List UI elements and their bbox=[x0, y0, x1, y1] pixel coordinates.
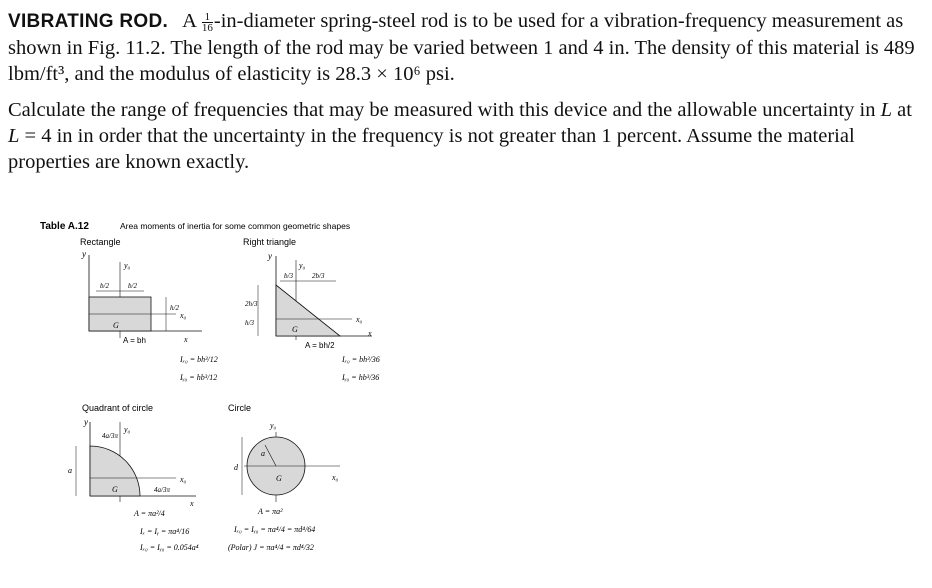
axis-label-y: y bbox=[268, 251, 272, 261]
centroid-label: G bbox=[276, 474, 282, 483]
axis-label-x0: x₀ bbox=[180, 311, 187, 320]
table-caption: Area moments of inertia for some common geometric shapes bbox=[120, 221, 351, 231]
label-two-h-third: 2h/3 bbox=[245, 300, 258, 308]
rectangle-diagram bbox=[80, 237, 218, 382]
fraction-denominator: 16 bbox=[201, 21, 213, 34]
rectangle-area: A = bh bbox=[123, 336, 146, 345]
rectangle-title: Rectangle bbox=[80, 237, 121, 247]
quadrant-area: A = πa²/4 bbox=[134, 509, 165, 518]
label-b-third: b/3 bbox=[284, 272, 293, 280]
label-b-half: b/2 bbox=[128, 282, 137, 290]
diameter-label: d bbox=[234, 463, 238, 472]
axis-label-x: x bbox=[184, 335, 188, 344]
quadrant-diagram bbox=[68, 403, 199, 552]
axis-label-y0: y₀ bbox=[299, 261, 306, 270]
quadrant-ixy: Iₓ = Iᵧ = πa⁴/16 bbox=[140, 527, 190, 536]
quadrant-title: Quadrant of circle bbox=[82, 403, 154, 413]
p2-text-c: = 4 in in order that the uncertainty in the frequency is not greater than 1 percent. Assume the material properties are known exactly. bbox=[8, 125, 855, 173]
rectangle-iy0: Iᵧ₀ = hb³/12 bbox=[180, 373, 218, 382]
label-b-half: b/2 bbox=[100, 282, 109, 290]
label-h-half: h/2 bbox=[170, 304, 179, 312]
label-4a-3pi: 4a/3π bbox=[102, 432, 118, 440]
axis-label-y0: y₀ bbox=[124, 261, 131, 270]
axis-label-x0: x₀ bbox=[356, 315, 363, 324]
triangle-shape bbox=[276, 285, 340, 336]
radius-label: a bbox=[68, 466, 72, 475]
axis-label-y0: y₀ bbox=[270, 421, 277, 430]
circle-polar: (Polar) J = πa⁴/4 = πd⁴/32 bbox=[228, 543, 314, 552]
p1-text-a: A bbox=[182, 10, 196, 32]
p2-text-b: at bbox=[892, 99, 912, 121]
right-triangle-diagram bbox=[243, 237, 380, 382]
circle-diagram bbox=[228, 403, 340, 552]
label-h-third: h/3 bbox=[245, 319, 254, 327]
label-two-b-third: 2b/3 bbox=[312, 272, 325, 280]
axis-label-x: x bbox=[368, 329, 372, 338]
triangle-ix0: Iₓ₀ = bh³/36 bbox=[342, 355, 380, 364]
p2-text-a: Calculate the range of frequencies that may be measured with this device and the allowable uncertainty in bbox=[8, 99, 881, 121]
p1-text-b: -in-diameter spring-steel rod is to be used for a vibration-frequency measurement as shown in Fig. 11.2. The length of the rod may be varied between 1 and 4 in. The density of this material is 489 lbm/ft³, and the modulus of elasticity is 28.3 × 10⁶ psi. bbox=[8, 10, 915, 85]
axis-label-x0: x₀ bbox=[180, 475, 187, 484]
radius-label: a bbox=[261, 449, 265, 458]
triangle-area: A = bh/2 bbox=[305, 341, 335, 350]
circle-area: A = πa² bbox=[258, 507, 283, 516]
circle-ixy: Iₓ₀ = Iᵧ₀ = πa⁴/4 = πd⁴/64 bbox=[234, 525, 316, 534]
triangle-title: Right triangle bbox=[243, 237, 297, 247]
axis-label-x0: x₀ bbox=[332, 473, 339, 482]
centroid-label: G bbox=[113, 321, 119, 330]
quadrant-i0: Iₓ₀ = Iᵧ₀ = 0.054a⁴ bbox=[140, 543, 199, 552]
rectangle-ix0: Iₓ₀ = bh³/12 bbox=[180, 355, 218, 364]
fraction-numerator: 1 bbox=[202, 12, 213, 23]
table-label: Table A.12 bbox=[40, 221, 89, 232]
triangle-iy0: Iᵧ₀ = hb³/36 bbox=[342, 373, 380, 382]
circle-title: Circle bbox=[228, 403, 252, 413]
label-4a-3pi: 4a/3π bbox=[154, 486, 170, 494]
axis-label-x: x bbox=[190, 499, 194, 508]
p2-var-L: L bbox=[8, 125, 20, 147]
axis-label-y: y bbox=[84, 417, 88, 427]
problem-heading: VIBRATING ROD. bbox=[8, 11, 169, 32]
centroid-label: G bbox=[292, 325, 298, 334]
p2-var-L: L bbox=[880, 99, 893, 121]
axis-label-y: y bbox=[82, 249, 86, 259]
axis-label-y0: y₀ bbox=[124, 425, 131, 434]
centroid-label: G bbox=[112, 485, 118, 494]
